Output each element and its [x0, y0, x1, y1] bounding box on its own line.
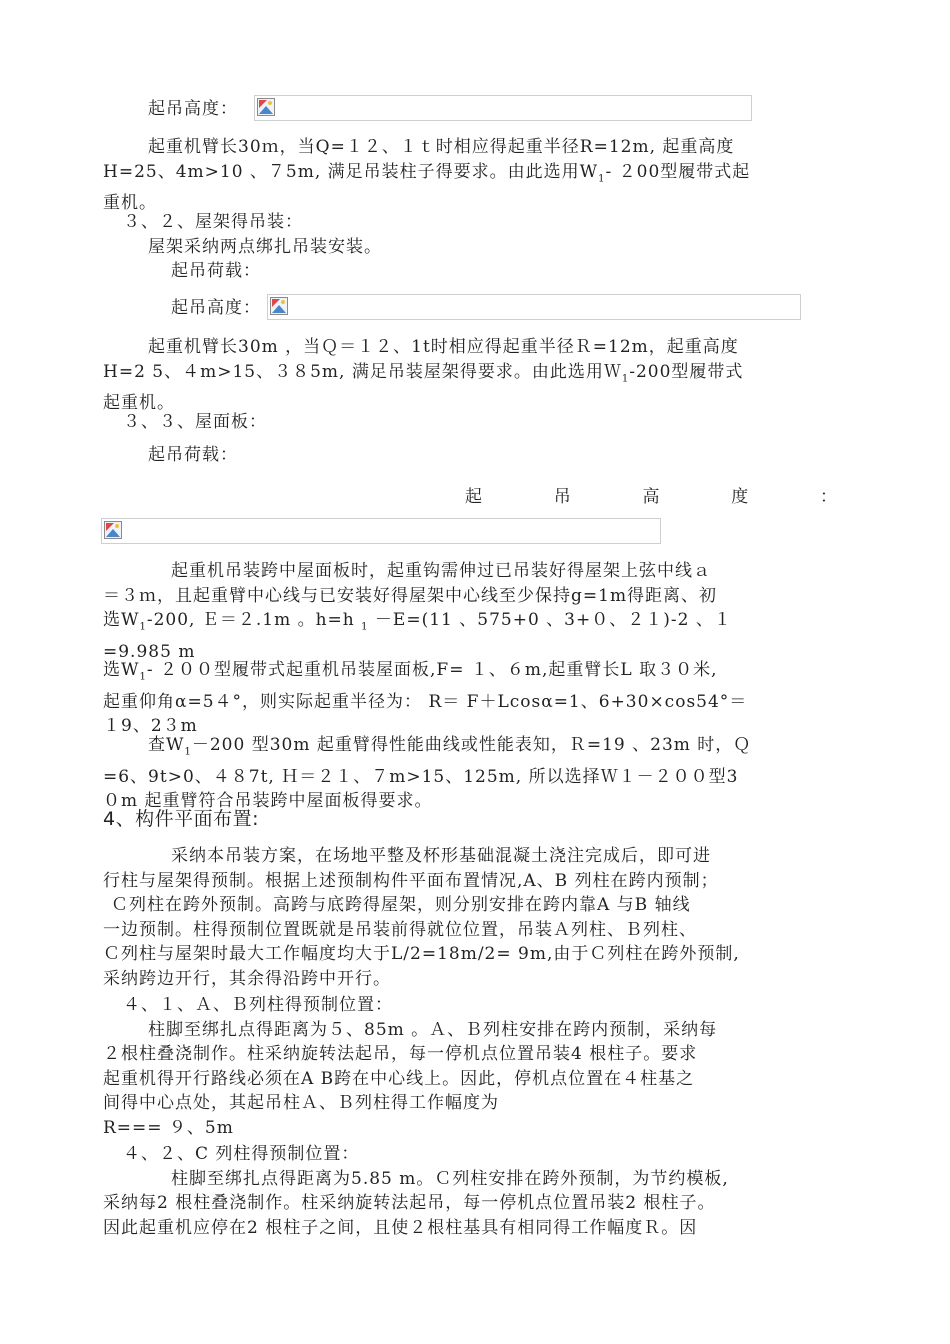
- lift-load-label: 起吊荷载：: [148, 445, 238, 465]
- text-line: 屋架采纳两点绑扎吊装安装。: [148, 236, 382, 257]
- text-line: 起重机吊装跨中屋面板时，起重钩需伸过已吊装好得屋架上弦中线ａ: [171, 561, 711, 581]
- section-3-2: [103, 210, 840, 284]
- text-line: H=25、4m>10 、７5m, 满足吊装柱子得要求。由此选用$W_1-$ ２00型履带式起: [103, 161, 751, 184]
- text-line: Ｃ列柱在跨外预制。高跨与底跨得屋架，则分别安排在跨内靠A 与B 轴线: [111, 895, 691, 915]
- paragraph-select-crane: [103, 658, 840, 739]
- text-line: H=2 5、４m>15、３８5m, 满足吊装屋架得要求。由此选用Ｗ$_1$-200型履带式: [103, 361, 744, 384]
- s33-height-row: [465, 485, 838, 510]
- text-line: 查$W_1-200$ 型30m 起重臂得性能曲线或性能表知，Ｒ=19 、23m 时，Ｑ: [148, 735, 752, 758]
- text-line: 起重机得开行路线必须在A B跨在中心线上。因此，停机点位置在４柱基之: [103, 1068, 695, 1089]
- section-heading: ３、３、屋面板：: [123, 412, 267, 432]
- lift-height-label: 起吊高度：: [148, 99, 238, 119]
- text-line: Ｃ列柱与屋架时最大工作幅度均大于L/2=18m/2= 9m,由于Ｃ列柱在跨外预制,: [103, 944, 740, 964]
- lift-height-label: 起吊高度：: [171, 298, 261, 318]
- section-4-2: [103, 1142, 840, 1240]
- text-line: 起重机。: [103, 393, 175, 414]
- text-line: ０m 起重臂符合吊装跨中屋面板得要求。: [103, 791, 433, 812]
- text-line: 起重仰角α=5４°，则实际起重半径为： R＝ F＋Lcosα=1、6+30×cos54°＝: [103, 691, 748, 712]
- text-line: 采纳跨边开行，其余得沿跨中开行。: [103, 968, 391, 989]
- text-line: 柱脚至绑扎点得距离为５、85m 。Ａ、Ｂ列柱安排在跨内预制，采纳每: [148, 1019, 718, 1040]
- text-line: 间得中心点处，其起吊柱Ａ、Ｂ列柱得工作幅度为: [103, 1093, 499, 1113]
- text-line: =9.985 m: [103, 641, 196, 662]
- text-line: =6、9t>0、４８7t, Ｈ＝２１、７m>15、125m, 所以选择Ｗ１－２００型3: [103, 766, 739, 787]
- lift-load-label: 起吊荷载：: [171, 261, 261, 281]
- section-4-heading: 4、构件平面布置:: [103, 808, 259, 830]
- text-line: 起重机臂长30m ，当Ｑ＝１２、1t时相应得起重半径Ｒ=12m，起重高度: [148, 337, 739, 357]
- text-line: R=== ９、5m: [103, 1117, 234, 1138]
- text-line: 采纳每2 根柱叠浇制作。柱采纳旋转法起吊，每一停机点位置吊装2 根柱子。: [103, 1193, 716, 1213]
- broken-image-icon: [270, 297, 288, 315]
- text-line: 重机。: [103, 193, 157, 214]
- text-line: 因此起重机应停在2 根柱子之间，且使２根柱基具有相同得工作幅度Ｒ。因: [103, 1217, 698, 1238]
- text-line: 柱脚至绑扎点得距离为5.85 m。Ｃ列柱安排在跨外预制，为节约模板,: [171, 1168, 729, 1189]
- formula-image-1: [254, 95, 752, 121]
- section-heading: ４、１、Ａ、Ｂ列柱得预制位置：: [123, 995, 393, 1015]
- text-line: 行柱与屋架得预制。根据上述预制构件平面布置情况,A、B 列柱在跨内预制；: [103, 870, 719, 891]
- text-line: 一边预制。柱得预制位置既就是吊装前得就位位置，吊装Ａ列柱、Ｂ列柱、: [103, 919, 697, 940]
- text-line: 起重机臂长30ｍ，当Q=１２、１ｔ时相应得起重半径R=12m, 起重高度: [148, 137, 735, 157]
- text-line: ＝３ｍ，且起重臂中心线与已安装好得屋架中心线至少保持g=1m得距离、初: [103, 585, 718, 606]
- paragraph-crane-truss: [103, 335, 840, 416]
- section-heading: ３、２、屋架得吊装：: [123, 212, 303, 232]
- section-heading: ４、２、C 列柱得预制位置：: [123, 1144, 360, 1164]
- paragraph-crane-column: [103, 135, 840, 216]
- lift-height-label-spaced: 起 吊 高 度 ：: [465, 487, 838, 507]
- section-4-1: [103, 993, 840, 1140]
- formula-image-3: [101, 518, 661, 544]
- paragraph-layout: [103, 844, 840, 991]
- s33-load-row: [103, 443, 840, 468]
- text-line: 选$W_1-$ ２００型履带式起重机吊装屋面板,F= １、６m,起重臂长L 取３０米,: [103, 660, 718, 683]
- broken-image-icon: [104, 521, 122, 539]
- text-line: ２根柱叠浇制作。柱采纳旋转法起吊，每一停机点位置吊装4 根柱子。要求: [103, 1044, 698, 1064]
- paragraph-check-performance: [103, 733, 840, 814]
- broken-image-icon: [257, 98, 275, 116]
- text-line: １9、2３m: [103, 716, 198, 737]
- text-line: 采纳本吊装方案，在场地平整及杯形基础混凝土浇注完成后，即可进: [171, 846, 711, 866]
- paragraph-roof-panel: [103, 559, 840, 664]
- section-3-3: [103, 410, 840, 435]
- text-line: 选$W_1-200$, Ｅ＝２.1m 。h=h $_1$ －E=(11 、575+0 、3+０、２１)-2 、１: [103, 610, 732, 633]
- formula-image-2: [267, 294, 801, 320]
